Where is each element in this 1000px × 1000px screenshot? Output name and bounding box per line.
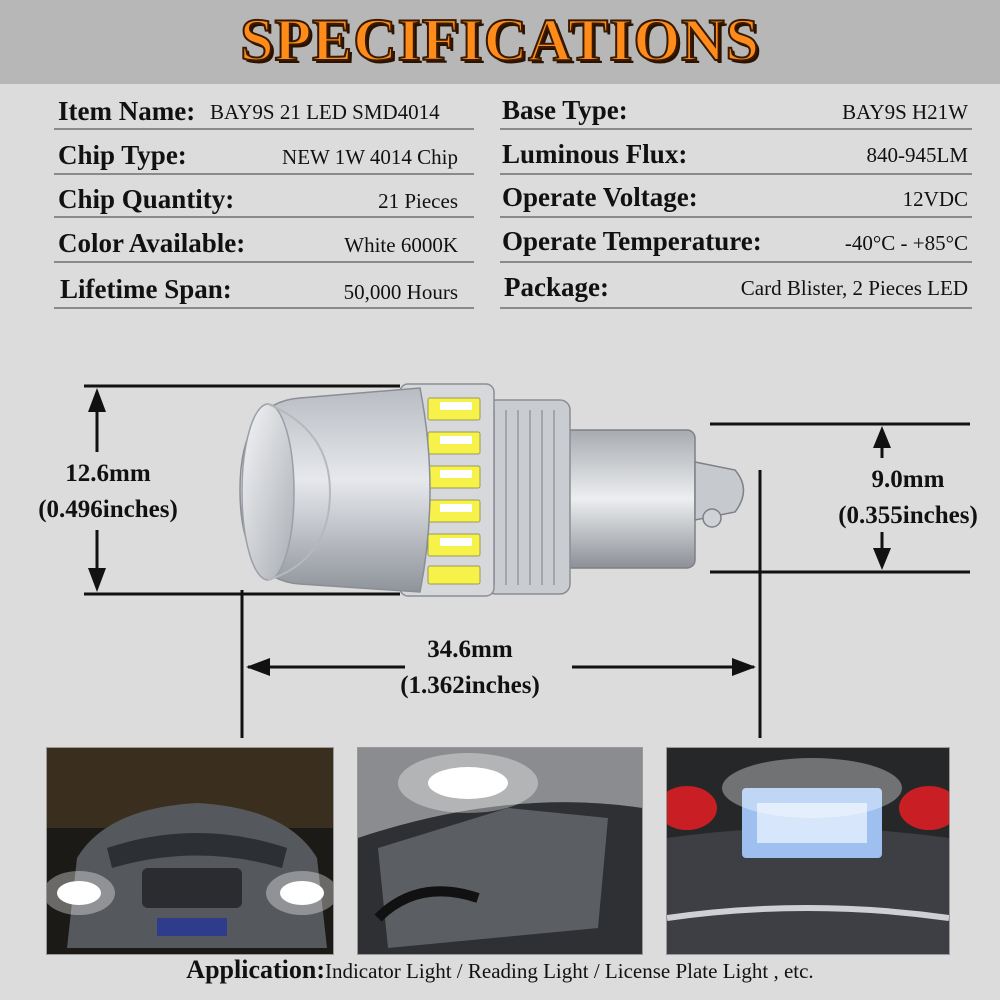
spec-label-voltage: Operate Voltage: xyxy=(502,182,698,212)
spec-label-luminous-flux: Luminous Flux: xyxy=(502,139,688,169)
spec-value-base-type: BAY9S H21W xyxy=(842,100,968,124)
application-label: Application: xyxy=(186,955,325,984)
height-mm: 12.6mm xyxy=(65,460,151,487)
base-inches: (0.355inches) xyxy=(838,502,978,529)
length-dimension-label xyxy=(380,632,560,704)
spec-value-color: White 6000K xyxy=(344,233,458,257)
arrow-head xyxy=(732,658,756,676)
height-dimension-label xyxy=(18,456,198,528)
spec-label-color: Color Available: xyxy=(58,228,246,258)
photo-license-plate-light xyxy=(666,747,950,955)
photo-reading-light xyxy=(357,747,643,955)
spec-value-lifetime: 50,000 Hours xyxy=(343,280,458,304)
spec-value-luminous-flux: 840-945LM xyxy=(866,143,968,167)
spec-label-lifetime: Lifetime Span: xyxy=(60,274,232,304)
spec-value-chip-quantity: 21 Pieces xyxy=(378,189,458,213)
base-mm: 9.0mm xyxy=(871,466,945,493)
arrow-head xyxy=(873,426,891,448)
arrow-head xyxy=(88,388,106,412)
length-mm: 34.6mm xyxy=(427,636,513,663)
spec-value-chip-type: NEW 1W 4014 Chip xyxy=(282,145,458,169)
photo-car-front-lights xyxy=(46,747,334,955)
spec-label-chip-type: Chip Type: xyxy=(58,140,187,170)
spec-value-temperature: -40°C - +85°C xyxy=(844,231,968,255)
spec-value-item-name: BAY9S 21 LED SMD4014 xyxy=(210,100,440,124)
height-inches: (0.496inches) xyxy=(38,496,178,523)
arrow-head xyxy=(873,548,891,570)
arrow-head xyxy=(246,658,270,676)
spec-label-item-name: Item Name: xyxy=(58,96,196,126)
led-bulb-illustration xyxy=(240,384,744,596)
application-text: Indicator Light / Reading Light / License Plate Light , etc. xyxy=(324,959,814,983)
spec-label-base-type: Base Type: xyxy=(502,95,628,125)
page-title: SPECIFICATIONS xyxy=(240,7,760,73)
arrow-head xyxy=(88,568,106,592)
spec-label-temperature: Operate Temperature: xyxy=(502,226,762,256)
spec-value-package: Card Blister, 2 Pieces LED xyxy=(740,276,968,300)
base-dimension-label xyxy=(816,462,1000,534)
length-inches: (1.362inches) xyxy=(400,672,540,699)
spec-label-chip-quantity: Chip Quantity: xyxy=(58,184,235,214)
application-line xyxy=(0,955,1000,985)
spec-label-package: Package: xyxy=(504,272,609,302)
spec-value-voltage: 12VDC xyxy=(902,187,968,211)
